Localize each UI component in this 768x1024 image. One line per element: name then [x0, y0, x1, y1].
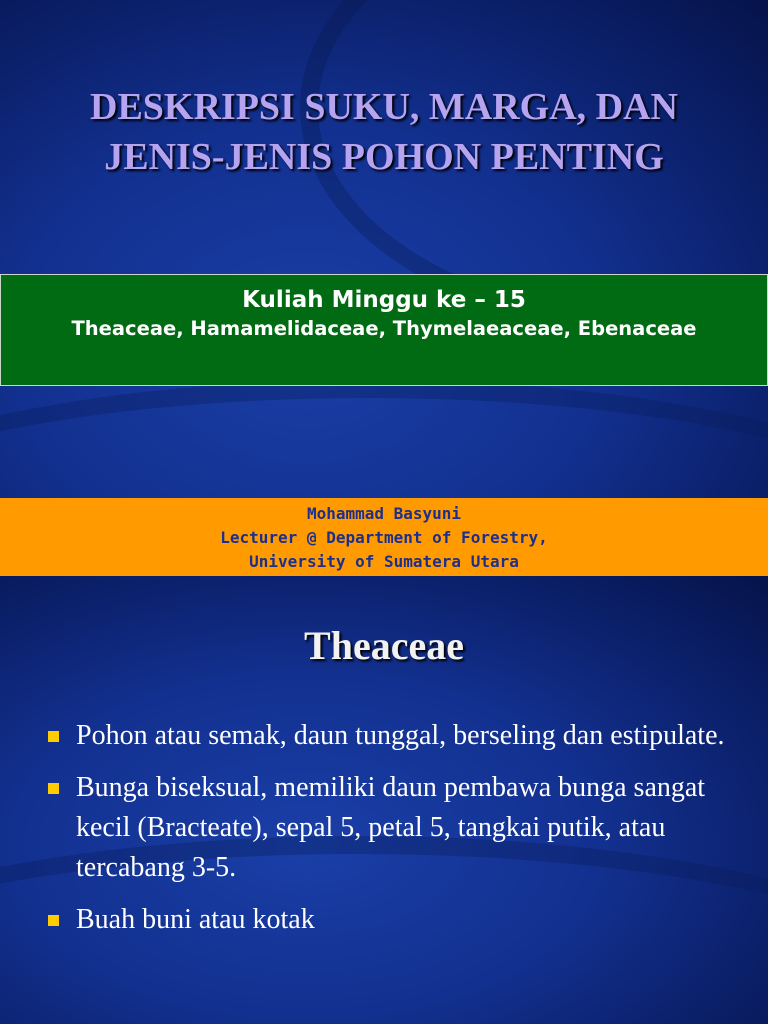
author-name: Mohammad Basyuni — [306, 504, 462, 523]
bullet-square-icon — [48, 783, 59, 794]
bullet-square-icon — [48, 915, 59, 926]
affiliation-line-2: University of Sumatera Utara — [249, 552, 519, 571]
list-item — [46, 716, 736, 756]
affiliation-line-1: Lecturer @ Department of Forestry, — [220, 528, 548, 547]
families-list: Theaceae, Hamamelidaceae, Thymelaeaceae, Ebenaceae — [71, 317, 697, 340]
title-line-1: DESKRIPSI SUKU, MARGA, DAN — [90, 86, 678, 128]
list-item — [46, 900, 736, 940]
slide-theaceae — [0, 576, 768, 1024]
list-item-text: Bunga biseksual, memiliki daun pembawa bunga sangat kecil (Bracteate), sepal 5, petal 5, tangkai putik, atau tercabang 3-5. — [76, 772, 706, 883]
author-box — [0, 498, 768, 576]
list-item-text: Pohon atau semak, daun tunggal, berseling dan estipulate. — [76, 720, 725, 751]
lecture-number: Kuliah Minggu ke – 15 — [242, 287, 526, 313]
list-item-text: Buah buni atau kotak — [76, 904, 315, 935]
lecture-box — [0, 274, 768, 386]
title-line-2: JENIS-JENIS POHON PENTING — [104, 136, 664, 178]
list-item — [46, 768, 736, 888]
slide-heading: Theaceae — [304, 623, 464, 668]
slide-title-heading — [30, 82, 738, 182]
bullet-square-icon — [48, 731, 59, 742]
bullet-list — [46, 716, 736, 952]
